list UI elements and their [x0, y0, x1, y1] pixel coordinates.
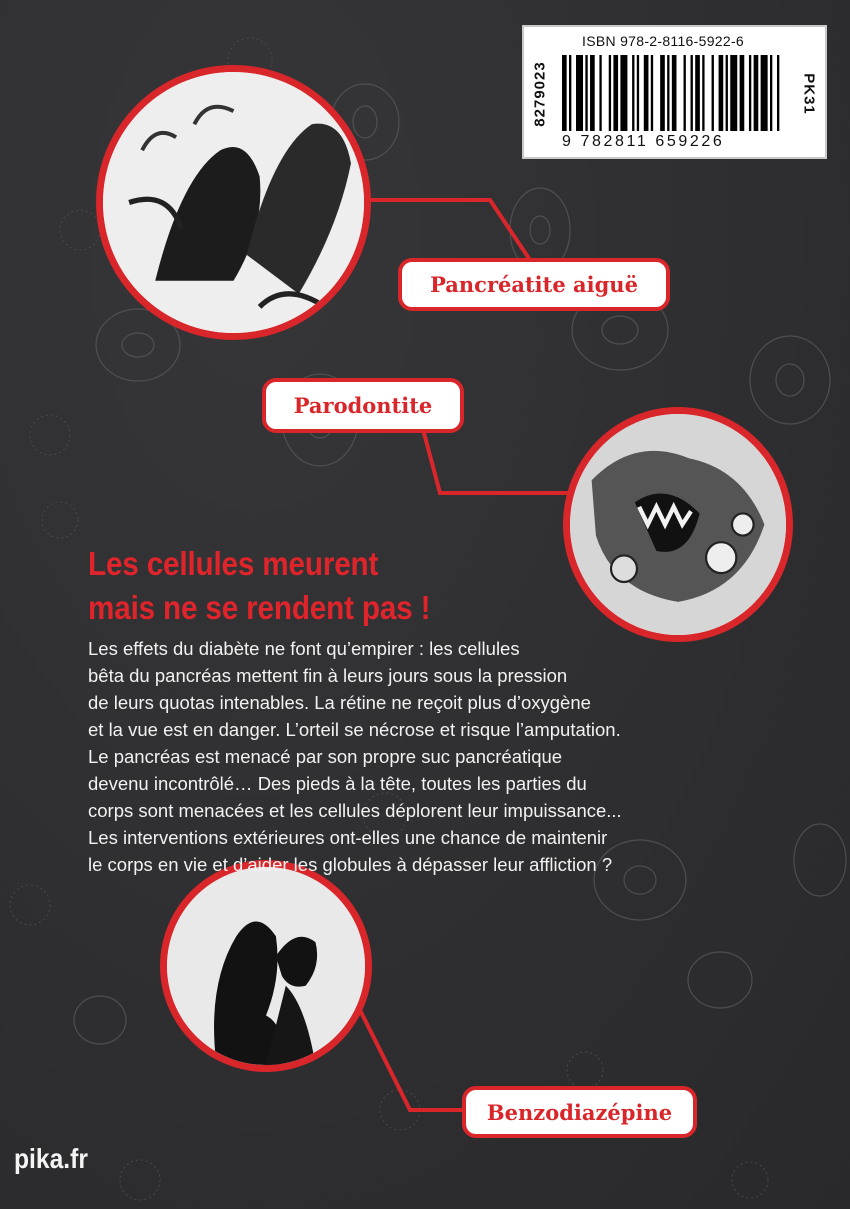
synopsis	[88, 635, 828, 878]
synopsis-line: corps sont menacées et les cellules déplorent leur impuissance...	[88, 800, 622, 821]
internal-code-left: 8279023	[531, 61, 549, 127]
synopsis-line: de leurs quotas intenables. La rétine ne reçoit plus d’oxygène	[88, 692, 591, 713]
label-benzodiazepine: Benzodiazépine	[462, 1086, 697, 1138]
label-parodontite: Parodontite	[262, 378, 464, 433]
headline	[88, 542, 556, 630]
website-url[interactable]: pika.fr	[14, 1143, 88, 1174]
manga-panel-parodontite	[563, 407, 793, 642]
label-pancreatite: Pancréatite aiguë	[398, 258, 670, 311]
synopsis-line: Le pancréas est menacé par son propre suc pancréatique	[88, 746, 563, 767]
headline-line-2: mais ne se rendent pas !	[88, 589, 431, 626]
synopsis-line: Les effets du diabète ne font qu’empirer : les cellules	[88, 638, 520, 659]
synopsis-line: Les interventions extérieures ont-elles une chance de maintenir	[88, 827, 608, 848]
synopsis-line: et la vue est en danger. L’orteil se nécrose et risque l’amputation.	[88, 719, 621, 740]
manga-panel-benzodiazepine	[160, 860, 372, 1072]
isbn-text: ISBN 978-2-8116-5922-6	[582, 33, 744, 49]
barcode-bars	[562, 55, 784, 131]
internal-code-right: PK31	[800, 73, 818, 115]
synopsis-line: bêta du pancréas mettent fin à leurs jours sous la pression	[88, 665, 568, 686]
headline-line-1: Les cellules meurent	[88, 545, 379, 582]
synopsis-line: devenu incontrôlé… Des pieds à la tête, toutes les parties du	[88, 773, 587, 794]
barcode-label	[522, 25, 827, 159]
manga-panel-pancreatite	[96, 65, 371, 340]
synopsis-line: le corps en vie et d’aider les globules à dépasser leur affliction ?	[88, 854, 613, 875]
ean-number: 9 782811 659226	[562, 133, 725, 150]
